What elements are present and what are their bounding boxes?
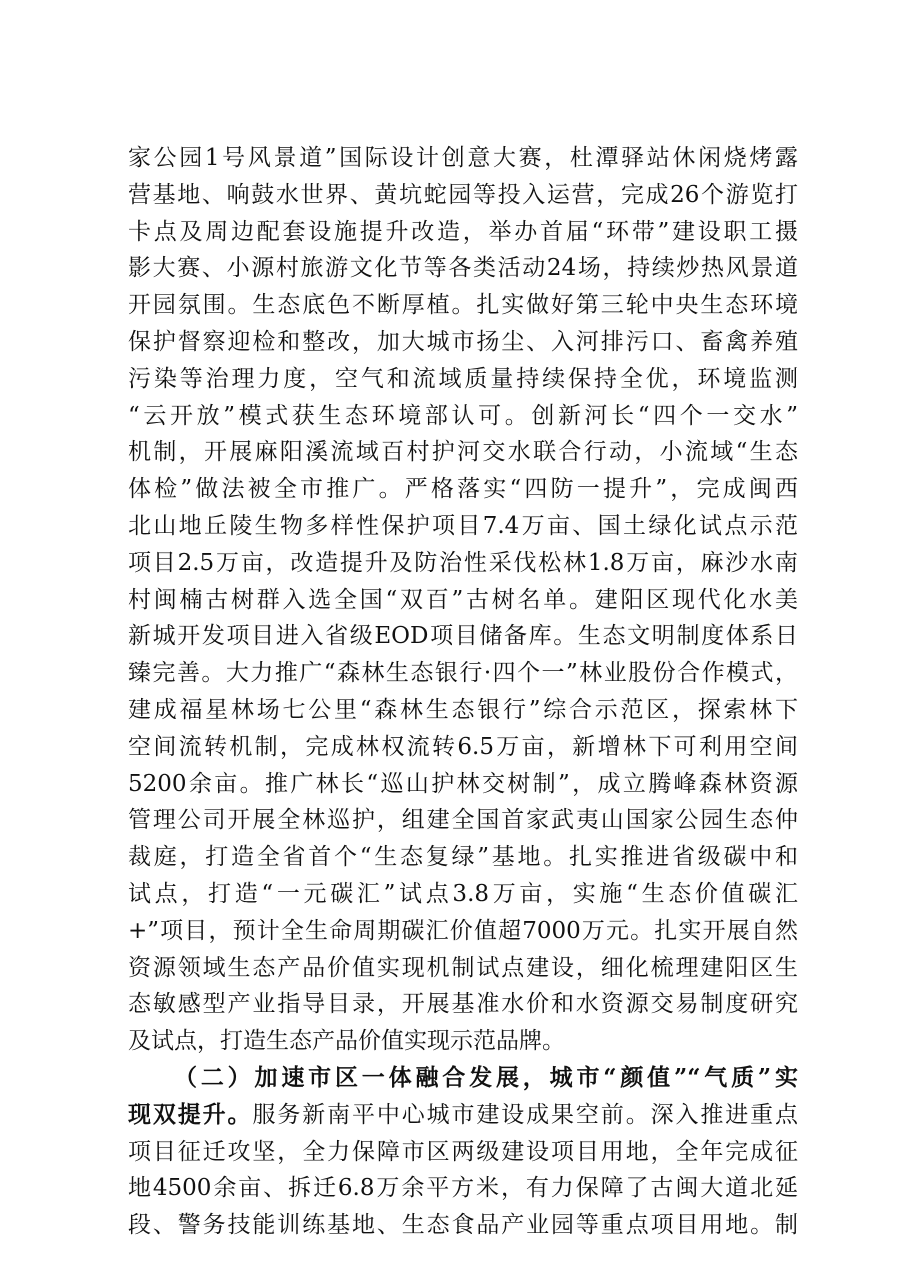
text-line: 污染等治理力度，空气和流域质量持续保持全优，环境监测 <box>128 365 798 392</box>
text-line: 北山地丘陵生物多样性保护项目7.4万亩、国土绿化试点示范 <box>128 512 798 539</box>
text-line: 村闽楠古树群入选全国“双百”古树名单。建阳区现代化水美 <box>128 586 798 613</box>
text-line: 机制，开展麻阳溪流域百村护河交水联合行动，小流域“生态 <box>128 439 798 466</box>
text-line: 卡点及周边配套设施提升改造，举办首届“环带”建设职工摄 <box>128 218 798 245</box>
text-line: 空间流转机制，完成林权流转6.5万亩，新增林下可利用空间 <box>128 733 798 760</box>
text-line: 体检”做法被全市推广。严格落实“四防一提升”，完成闽西 <box>128 476 798 503</box>
text-line: 裁庭，打造全省首个“生态复绿”基地。扎实推进省级碳中和 <box>128 844 798 871</box>
text-line: 营基地、响鼓水世界、黄坑蛇园等投入运营，完成26个游览打 <box>128 181 798 208</box>
text-line: 项目2.5万亩，改造提升及防治性采伐松林1.8万亩，麻沙水南 <box>128 549 798 576</box>
section-heading: （二）加速市区一体融合发展，城市“颜值”“气质”实 <box>174 1063 798 1091</box>
text-line: 家公园1号风景道”国际设计创意大赛，杜潭驿站休闲烧烤露 <box>128 145 798 171</box>
text-line: 资源领域生态产品价值实现机制试点建设，细化梳理建阳区生 <box>128 954 798 981</box>
text-line: 及试点，打造生态产品价值实现示范品牌。 <box>128 1028 565 1055</box>
text-line: 5200余亩。推广林长“巡山护林交树制”，成立腾峰森林资源 <box>128 770 798 797</box>
text-line: 保护督察迎检和整改，加大城市扬尘、入河排污口、畜禽养殖 <box>128 328 798 355</box>
text-line: “云开放”模式获生态环境部认可。创新河长“四个一交水” <box>128 402 798 429</box>
text-line: +”项目，预计全生命周期碳汇价值超7000万元。扎实开展自然 <box>128 917 798 944</box>
text-line: 建成福星林场七公里“森林生态银行”综合示范区，探索林下 <box>128 696 798 723</box>
text-line: 项目征迁攻坚，全力保障市区两级建设项目用地，全年完成征 <box>128 1138 798 1165</box>
text-line: 影大赛、小源村旅游文化节等各类活动24场，持续炒热风景道 <box>128 255 798 282</box>
text-segment: 服务新南平中心城市建设成果空前。深入推进重点 <box>252 1101 799 1128</box>
text-line <box>128 1097 798 1134</box>
text-line: 新城开发项目进入省级EOD项目储备库。生态文明制度体系日 <box>128 623 798 650</box>
text-line: 管理公司开展全林巡护，组建全国首家武夷山国家公园生态仲 <box>128 807 798 834</box>
text-line: 地4500余亩、拆迁6.8万余平方米，有力保障了古闽大道北延 <box>128 1175 798 1202</box>
text-line: 态敏感型产业指导目录，开展基准水价和水资源交易制度研究 <box>128 991 798 1018</box>
text-line: 开园氛围。生态底色不断厚植。扎实做好第三轮中央生态环境 <box>128 292 798 319</box>
text-line: 段、警务技能训练基地、生态食品产业园等重点项目用地。制 <box>128 1212 798 1239</box>
body-text <box>128 140 798 1244</box>
section-heading-continued: 现双提升。 <box>128 1100 253 1128</box>
text-line: 臻完善。大力推广“森林生态银行·四个一”林业股份合作模式， <box>128 660 798 687</box>
text-line: 试点，打造“一元碳汇”试点3.8万亩，实施“生态价值碳汇 <box>128 880 798 907</box>
